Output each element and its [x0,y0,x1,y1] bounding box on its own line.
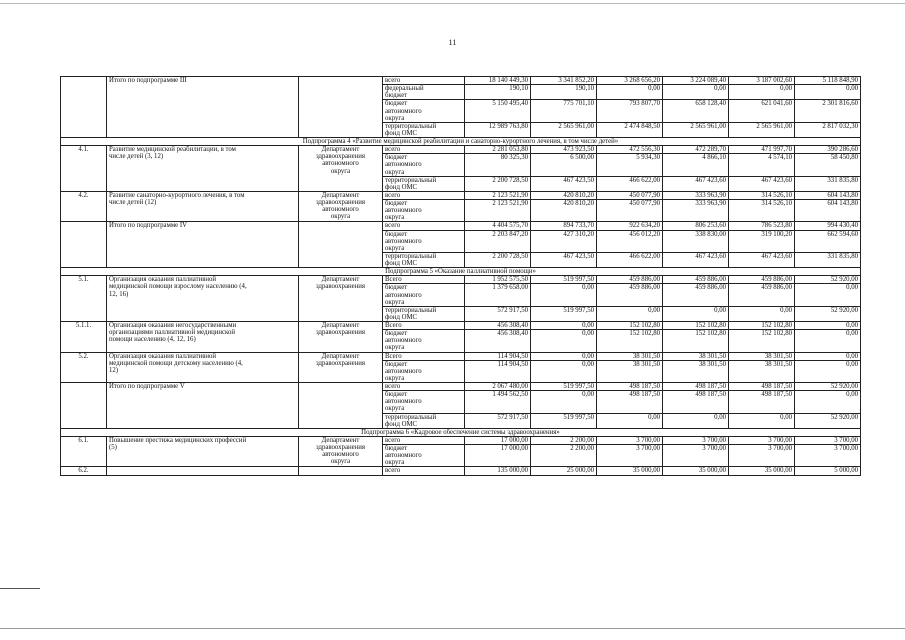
amount-cell: 519 997,50 [531,413,597,428]
row-number: 5.2. [61,352,107,383]
scan-edge-left [0,588,40,589]
amount-cell: 786 523,80 [729,222,795,230]
amount-cell: 994 430,40 [795,222,861,230]
subprogram-header-row [61,268,861,276]
amount-cell: 456 308,40 [465,322,531,330]
table-row [61,191,861,199]
amount-cell: 2 301 816,60 [795,100,861,122]
amount-cell: 459 886,00 [729,276,795,284]
amount-cell: 17 000,00 [465,436,531,444]
amount-cell: 1 952 575,50 [465,276,531,284]
subprogram-header-row [61,138,861,146]
amount-cell: 0,00 [729,85,795,100]
measure-name: Организация оказания негосударственными организациями паллиативной медицинской помощи населению (4, 12, 16) [107,322,299,353]
amount-cell: 467 423,50 [531,252,597,267]
amount-cell: 519 997,50 [531,306,597,321]
responsible-executor: Департамент здравоохранения автономного округа [299,191,383,222]
responsible-executor: Департамент здравоохранения автономного округа [299,146,383,192]
funding-source: бюджет автономного округа [383,154,465,176]
amount-cell: 894 733,70 [531,222,597,230]
amount-cell: 572 917,50 [465,413,531,428]
amount-cell: 0,00 [531,352,597,360]
amount-cell: 621 041,60 [729,100,795,122]
amount-cell: 0,00 [795,322,861,330]
table-row [61,352,861,360]
amount-cell: 3 700,00 [597,436,663,444]
amount-cell: 38 301,50 [729,352,795,360]
amount-cell: 472 556,30 [597,146,663,154]
amount-cell: 2 200 728,50 [465,252,531,267]
amount-cell: 2 200 728,50 [465,176,531,191]
amount-cell: 152 102,80 [597,322,663,330]
amount-cell: 498 187,50 [663,383,729,391]
amount-cell: 450 077,90 [597,200,663,222]
amount-cell: 5 000,00 [795,467,861,475]
funding-source: бюджет автономного округа [383,391,465,413]
amount-cell: 333 963,90 [663,191,729,199]
amount-cell: 2 123 521,90 [465,191,531,199]
amount-cell: 52 920,00 [795,413,861,428]
amount-cell: 658 128,40 [663,100,729,122]
amount-cell: 2 123 521,90 [465,200,531,222]
amount-cell: 0,00 [663,306,729,321]
responsible-executor: Департамент здравоохранения [299,276,383,322]
amount-cell: 17 000,00 [465,445,531,467]
measure-name: Развитие медицинской реабилитации, в том числе детей (3, 12) [107,146,299,192]
subprogram-title: Подпрограмма 5 «Оказание паллиативной помощи» [61,268,861,276]
responsible-executor [299,383,383,429]
amount-cell: 0,00 [663,413,729,428]
amount-cell: 2 203 847,20 [465,230,531,252]
amount-cell: 572 917,50 [465,306,531,321]
amount-cell: 3 700,00 [663,445,729,467]
funding-source: Всего [383,322,465,330]
amount-cell: 0,00 [663,85,729,100]
amount-cell: 0,00 [531,391,597,413]
amount-cell: 3 341 852,20 [531,77,597,85]
amount-cell: 498 187,50 [663,391,729,413]
amount-cell: 6 500,00 [531,154,597,176]
table-row [61,322,861,330]
responsible-executor: Департамент здравоохранения [299,352,383,383]
amount-cell: 0,00 [795,284,861,306]
funding-source: всего [383,146,465,154]
amount-cell: 114 904,50 [465,352,531,360]
amount-cell: 467 423,60 [663,176,729,191]
amount-cell: 35 000,00 [729,467,795,475]
amount-cell: 35 000,00 [597,467,663,475]
amount-cell: 3 187 002,60 [729,77,795,85]
amount-cell: 52 920,00 [795,383,861,391]
row-number [61,77,107,138]
amount-cell: 4 866,10 [663,154,729,176]
funding-source: бюджет автономного округа [383,445,465,467]
amount-cell: 806 253,60 [663,222,729,230]
funding-source: бюджет автономного округа [383,360,465,382]
amount-cell: 80 325,30 [465,154,531,176]
amount-cell: 5 934,30 [597,154,663,176]
amount-cell: 52 920,00 [795,306,861,321]
amount-cell: 152 102,80 [663,330,729,352]
amount-cell: 456 308,40 [465,330,531,352]
responsible-executor [299,467,383,475]
amount-cell: 0,00 [795,391,861,413]
amount-cell: 314 526,10 [729,200,795,222]
amount-cell: 427 310,20 [531,230,597,252]
amount-cell: 4 574,10 [729,154,795,176]
amount-cell: 314 526,10 [729,191,795,199]
amount-cell: 3 700,00 [729,436,795,444]
funding-source: всего [383,383,465,391]
amount-cell: 2 200,00 [531,445,597,467]
amount-cell: 3 268 656,20 [597,77,663,85]
amount-cell: 2 565 961,00 [729,122,795,137]
amount-cell: 2 281 053,80 [465,146,531,154]
amount-cell: 5 150 495,40 [465,100,531,122]
funding-source: бюджет автономного округа [383,200,465,222]
amount-cell: 0,00 [795,352,861,360]
amount-cell: 135 000,00 [465,467,531,475]
amount-cell: 456 012,20 [597,230,663,252]
measure-name: Развитие санаторно-курортного лечения, в том числе детей (12) [107,191,299,222]
amount-cell: 466 622,00 [597,252,663,267]
amount-cell: 3 700,00 [597,445,663,467]
funding-source: бюджет автономного округа [383,330,465,352]
amount-cell: 152 102,80 [729,322,795,330]
subprogram-header-row [61,428,861,436]
amount-cell: 3 700,00 [795,436,861,444]
amount-cell: 473 923,50 [531,146,597,154]
page-number: 11 [448,38,457,47]
subprogram-title: Подпрограмма 4 «Развитие медицинской реабилитации и санаторно-курортного лечения, в том числе детей» [61,138,861,146]
amount-cell: 0,00 [795,85,861,100]
amount-cell: 459 886,00 [597,276,663,284]
funding-source: бюджет автономного округа [383,230,465,252]
amount-cell: 472 289,70 [663,146,729,154]
amount-cell: 498 187,50 [729,391,795,413]
amount-cell: 3 700,00 [729,445,795,467]
funding-source: Всего [383,276,465,284]
row-number: 6.2. [61,467,107,475]
amount-cell: 390 286,60 [795,146,861,154]
amount-cell: 152 102,80 [597,330,663,352]
row-number [61,383,107,429]
table-row [61,146,861,154]
amount-cell: 2 565 961,00 [531,122,597,137]
funding-source: всего [383,467,465,475]
amount-cell: 35 000,00 [663,467,729,475]
funding-source: территориальный фонд ОМС [383,413,465,428]
amount-cell: 3 700,00 [663,436,729,444]
amount-cell: 0,00 [597,413,663,428]
amount-cell: 190,10 [465,85,531,100]
amount-cell: 319 100,20 [729,230,795,252]
amount-cell: 152 102,80 [729,330,795,352]
amount-cell: 331 835,80 [795,252,861,267]
amount-cell: 0,00 [531,330,597,352]
amount-cell: 18 140 449,30 [465,77,531,85]
scan-edge-bottom [0,628,905,629]
amount-cell: 2 067 480,00 [465,383,531,391]
amount-cell: 2 565 961,00 [663,122,729,137]
subprogram-title: Подпрограмма 6 «Кадровое обеспечение системы здравоохранения» [61,428,861,436]
amount-cell: 662 594,60 [795,230,861,252]
amount-cell: 2 474 848,50 [597,122,663,137]
responsible-executor [299,77,383,138]
funding-source: территориальный фонд ОМС [383,122,465,137]
budget-table-body [61,77,861,476]
funding-source: бюджет автономного округа [383,284,465,306]
amount-cell: 467 423,60 [663,252,729,267]
amount-cell: 0,00 [597,306,663,321]
amount-cell: 922 634,20 [597,222,663,230]
amount-cell: 0,00 [729,413,795,428]
funding-source: всего [383,222,465,230]
amount-cell: 0,00 [531,322,597,330]
amount-cell: 38 301,50 [729,360,795,382]
amount-cell: 498 187,50 [597,383,663,391]
amount-cell: 338 830,00 [663,230,729,252]
amount-cell: 0,00 [531,284,597,306]
amount-cell: 38 301,50 [597,352,663,360]
amount-cell: 12 989 763,80 [465,122,531,137]
funding-source: территориальный фонд ОМС [383,306,465,321]
amount-cell: 38 301,50 [663,352,729,360]
scan-edge-top [0,3,905,4]
amount-cell: 38 301,50 [663,360,729,382]
amount-cell: 114 904,50 [465,360,531,382]
measure-name: Итого по подпрограмме V [107,383,299,429]
amount-cell: 1 494 562,50 [465,391,531,413]
measure-name: Итого по подпрограмме IV [107,222,299,268]
amount-cell: 793 807,70 [597,100,663,122]
table-row [61,383,861,391]
amount-cell: 471 997,70 [729,146,795,154]
amount-cell: 775 701,10 [531,100,597,122]
table-row [61,436,861,444]
measure-name: Итого по подпрограмме III [107,77,299,138]
amount-cell: 498 187,50 [729,383,795,391]
amount-cell: 0,00 [795,360,861,382]
amount-cell: 4 404 575,70 [465,222,531,230]
amount-cell: 519 997,50 [531,383,597,391]
amount-cell: 333 963,90 [663,200,729,222]
amount-cell: 459 886,00 [597,284,663,306]
amount-cell: 420 810,20 [531,191,597,199]
amount-cell: 58 450,80 [795,154,861,176]
funding-source: всего [383,436,465,444]
funding-source: территориальный фонд ОМС [383,176,465,191]
amount-cell: 450 077,90 [597,191,663,199]
amount-cell: 3 700,00 [795,445,861,467]
row-number: 4.2. [61,191,107,222]
table-row [61,276,861,284]
row-number [61,222,107,268]
amount-cell: 38 301,50 [597,360,663,382]
table-row [61,467,861,475]
measure-name: Организация оказания паллиативной медицинской помощи взрослому населению (4, 12, 16) [107,276,299,322]
responsible-executor [299,222,383,268]
measure-name: Организация оказания паллиативной медицинской помощи детскому населению (4, 12) [107,352,299,383]
amount-cell: 467 423,50 [531,176,597,191]
amount-cell: 604 143,80 [795,191,861,199]
responsible-executor: Департамент здравоохранения [299,322,383,353]
funding-source: всего [383,77,465,85]
amount-cell: 190,10 [531,85,597,100]
amount-cell: 25 000,00 [531,467,597,475]
amount-cell: 459 886,00 [663,276,729,284]
amount-cell: 420 810,20 [531,200,597,222]
amount-cell: 467 423,60 [729,252,795,267]
amount-cell: 152 102,80 [663,322,729,330]
amount-cell: 331 835,80 [795,176,861,191]
amount-cell: 2 817 032,30 [795,122,861,137]
funding-source: федеральный бюджет [383,85,465,100]
measure-name [107,467,299,475]
amount-cell: 459 886,00 [729,284,795,306]
amount-cell: 519 997,50 [531,276,597,284]
amount-cell: 0,00 [729,306,795,321]
amount-cell: 52 920,00 [795,276,861,284]
amount-cell: 5 118 848,90 [795,77,861,85]
amount-cell: 459 886,00 [663,284,729,306]
row-number: 6.1. [61,436,107,467]
funding-source: бюджет автономного округа [383,100,465,122]
amount-cell: 1 379 658,00 [465,284,531,306]
amount-cell: 0,00 [795,330,861,352]
amount-cell: 2 200,00 [531,436,597,444]
funding-source: территориальный фонд ОМС [383,252,465,267]
table-row [61,77,861,85]
responsible-executor: Департамент здравоохранения автономного округа [299,436,383,467]
amount-cell: 466 622,00 [597,176,663,191]
funding-source: Всего [383,352,465,360]
row-number: 5.1.1. [61,322,107,353]
table-row [61,222,861,230]
amount-cell: 604 143,80 [795,200,861,222]
row-number: 4.1. [61,146,107,192]
row-number: 5.1. [61,276,107,322]
amount-cell: 0,00 [531,360,597,382]
budget-table [60,76,861,476]
measure-name: Повышение престижа медицинских профессий (5) [107,436,299,467]
funding-source: всего [383,191,465,199]
amount-cell: 3 224 089,40 [663,77,729,85]
amount-cell: 498 187,50 [597,391,663,413]
amount-cell: 0,00 [597,85,663,100]
amount-cell: 467 423,60 [729,176,795,191]
